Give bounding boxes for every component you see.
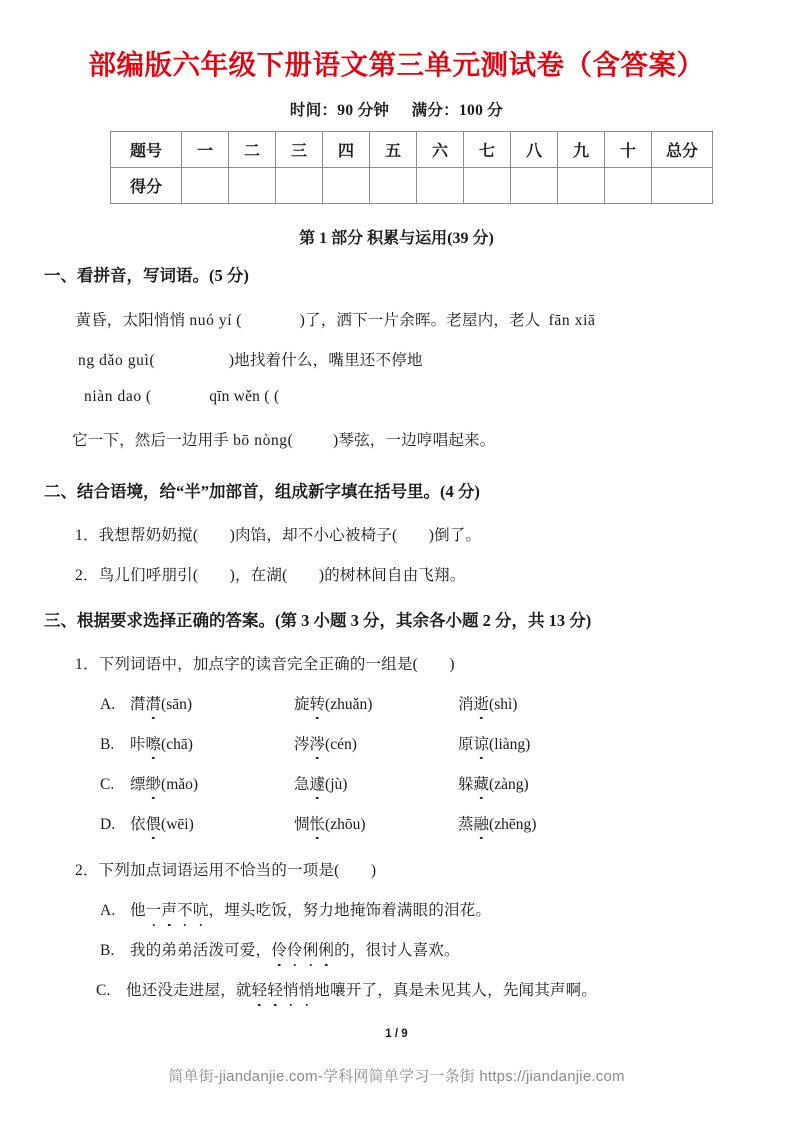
column-header-5: 五 [370,132,417,168]
option-label-a: A. [100,696,116,713]
section-heading-3: 三、根据要求选择正确的答案。(第 3 小题 3 分，其余各小题 2 分，共 13 分) [44,611,592,630]
char-dotted: 逝 [473,696,490,713]
option-label-a: A. [100,902,116,919]
column-header-1: 一 [182,132,229,168]
score-table-body [111,132,713,204]
question-1-option-b[interactable] [100,732,622,754]
char-dotted: 怅 [309,816,326,833]
char-dotted: 嚓 [145,736,162,753]
option-d-cell-1 [130,812,294,834]
question-1-stem: 1．下列词语中，加点字的读音完全正确的一组是( ) [75,656,455,673]
passage-text: 黄昏，太阳悄悄 [44,312,190,329]
blank-paren-open-5[interactable]: ( [287,432,294,449]
char-plain: 依 [130,816,146,833]
column-header-2: 二 [229,132,276,168]
pinyin-value: (jù) [325,776,348,793]
score-cell-7[interactable] [464,168,511,204]
row-label-score: 得分 [111,168,182,204]
section2-item-2: 2．鸟儿们呼朋引( )，在湖( )的树林间自由飞翔。 [75,567,466,584]
pinyin-nuoyi: nuó yí [189,312,233,329]
char-plain: 咔 [130,736,146,753]
pinyin-value: (wēi) [161,816,194,833]
blank-paren-open-2[interactable]: ( [149,352,155,369]
option-label-c: C. [100,776,115,793]
pinyin-value: (zhēng) [489,816,537,833]
char-plain: 涔 [294,736,310,753]
score-cell-1[interactable] [182,168,229,204]
passage-text-3: )地找着什么，嘴里还不停地 [228,352,423,369]
option-b-cell-1 [130,732,294,754]
column-header-6: 六 [417,132,464,168]
total-score-label: 满分：100 分 [411,102,504,119]
column-header-9: 九 [558,132,605,168]
passage-text-4: qīn wěn [209,388,261,405]
char-plain: 原 [458,736,474,753]
question-2-option-a[interactable] [100,898,491,920]
row-label-question-number: 题号 [111,132,182,168]
page-title: 部编版六年级下册语文第三单元测试卷（含答案） [88,49,705,80]
char-dotted: 偎 [145,816,162,833]
table-row-question-numbers [111,132,713,168]
option-label-d: D. [100,816,116,833]
char-dotted: 谅 [473,736,490,753]
char-plain: 蒸 [458,816,474,833]
pinyin-passage-line-3 [84,388,337,406]
char-dotted: 转 [309,696,326,713]
option-b-cell-3 [458,732,622,754]
section-heading-2: 二、结合语境，给“半”加部首，组成新字填在括号里。(4 分) [44,482,480,501]
pinyin-value: (cén) [325,736,357,753]
score-cell-10[interactable] [605,168,652,204]
section2-item-1: 1．我想帮奶奶搅( )肉馅，却不小心被椅子( )倒了。 [75,527,482,544]
option-c-cell-1 [130,772,294,794]
score-table [110,131,713,204]
option-label-b: B. [100,736,115,753]
option-label-c: C. [96,982,111,999]
question-1-option-c[interactable] [100,772,622,794]
pinyin-value: (mǎo) [161,776,199,793]
section-heading-1: 一、看拼音，写词语。(5 分) [44,266,249,285]
pinyin-value: (zàng) [489,776,529,793]
score-cell-8[interactable] [511,168,558,204]
score-cell-6[interactable] [417,168,464,204]
score-cell-4[interactable] [323,168,370,204]
part-heading: 第 1 部分 积累与运用(39 分) [299,230,494,247]
option-text-post: ，埋头吃饭，努力地掩饰着满眼的泪花。 [208,902,492,919]
option-a-cell-3 [458,692,622,714]
pinyin-passage-line-4 [72,428,495,450]
column-header-10: 十 [605,132,652,168]
exam-meta [0,98,793,120]
blank-paren-open[interactable]: ( [236,312,242,329]
char-dotted: 潸 [145,696,162,713]
pinyin-value: (chā) [161,736,193,753]
column-header-7: 七 [464,132,511,168]
score-cell-total[interactable] [652,168,713,204]
option-text-post: 地嚷开了，真是未见其人，先闻其声啊。 [314,982,598,999]
column-header-4: 四 [323,132,370,168]
question-2-stem: 2．下列加点词语运用不恰当的一项是( ) [75,862,377,879]
option-text-dotted: 轻轻悄悄 [252,982,315,999]
pinyin-value: (liàng) [489,736,531,753]
blank-paren-open-4[interactable]: ( [274,388,280,405]
score-cell-3[interactable] [276,168,323,204]
column-header-3: 三 [276,132,323,168]
option-a-cell-2 [294,692,458,714]
char-dotted: 藏 [473,776,490,793]
char-dotted: 遽 [309,776,326,793]
option-text-pre: 他还没走进屋，就 [126,982,252,999]
pinyin-passage-line-1 [44,308,595,330]
pinyin-niandao: niàn dao [84,388,142,405]
char-plain: 急 [294,776,310,793]
page-number: 1 / 9 [385,1028,408,1040]
pinyin-ngdaogui: ng dǎo guì [78,352,150,369]
option-text-dotted: 一声不吭 [146,902,209,919]
option-c-cell-2 [294,772,458,794]
char-dotted: 涔 [309,736,326,753]
score-cell-2[interactable] [229,168,276,204]
option-c-cell-3 [458,772,622,794]
pinyin-bonong: bō nòng [233,432,288,449]
option-d-cell-3 [458,812,622,834]
question-1-option-a[interactable] [100,692,622,714]
watermark-text: 简单街-jiandanjie.com-学科网简单学习一条街 https://jiandanjie.com [168,1068,625,1085]
pinyin-value: (sān) [161,696,193,713]
char-plain: 消 [458,696,474,713]
pinyin-value: (zhōu) [325,816,366,833]
pinyin-value: (shì) [489,696,518,713]
option-text-dotted: 伶伶俐俐 [271,942,334,959]
char-plain: 潸 [130,696,146,713]
pinyin-fanxia: fān xiā [548,312,596,329]
pinyin-value: (zhuǎn) [325,696,373,713]
passage-text-6: 它一下，然后一边用手 [72,432,234,449]
time-label: 时间：90 分钟 [289,102,390,119]
question-2-option-c[interactable] [96,978,597,1000]
char-dotted: 缈 [145,776,162,793]
column-header-total: 总分 [652,132,713,168]
pinyin-passage-line-2 [78,348,423,370]
option-d-cell-2 [294,812,458,834]
score-cell-9[interactable] [558,168,605,204]
char-plain: 缥 [130,776,146,793]
char-plain: 躲 [458,776,474,793]
score-cell-5[interactable] [370,168,417,204]
pinyin-qinwen: ( [264,388,270,405]
passage-text-2: )了，洒下一片余晖。老屋内，老人 [299,312,545,329]
char-dotted: 融 [473,816,490,833]
option-b-cell-2 [294,732,458,754]
option-label-b: B. [100,942,115,959]
option-text-pre: 他 [130,902,146,919]
table-row-scores [111,168,713,204]
column-header-8: 八 [511,132,558,168]
blank-paren-open-3[interactable]: ( [145,388,152,405]
question-2-option-b[interactable] [100,938,460,960]
option-text-post: 的，很讨人喜欢。 [334,942,460,959]
question-1-option-d[interactable] [100,812,622,834]
char-plain: 惆 [294,816,310,833]
char-plain: 旋 [294,696,310,713]
option-text-pre: 我的弟弟活泼可爱， [130,942,272,959]
passage-text-7: )琴弦，一边哼唱起来。 [333,432,496,449]
option-a-cell-1 [130,692,294,714]
